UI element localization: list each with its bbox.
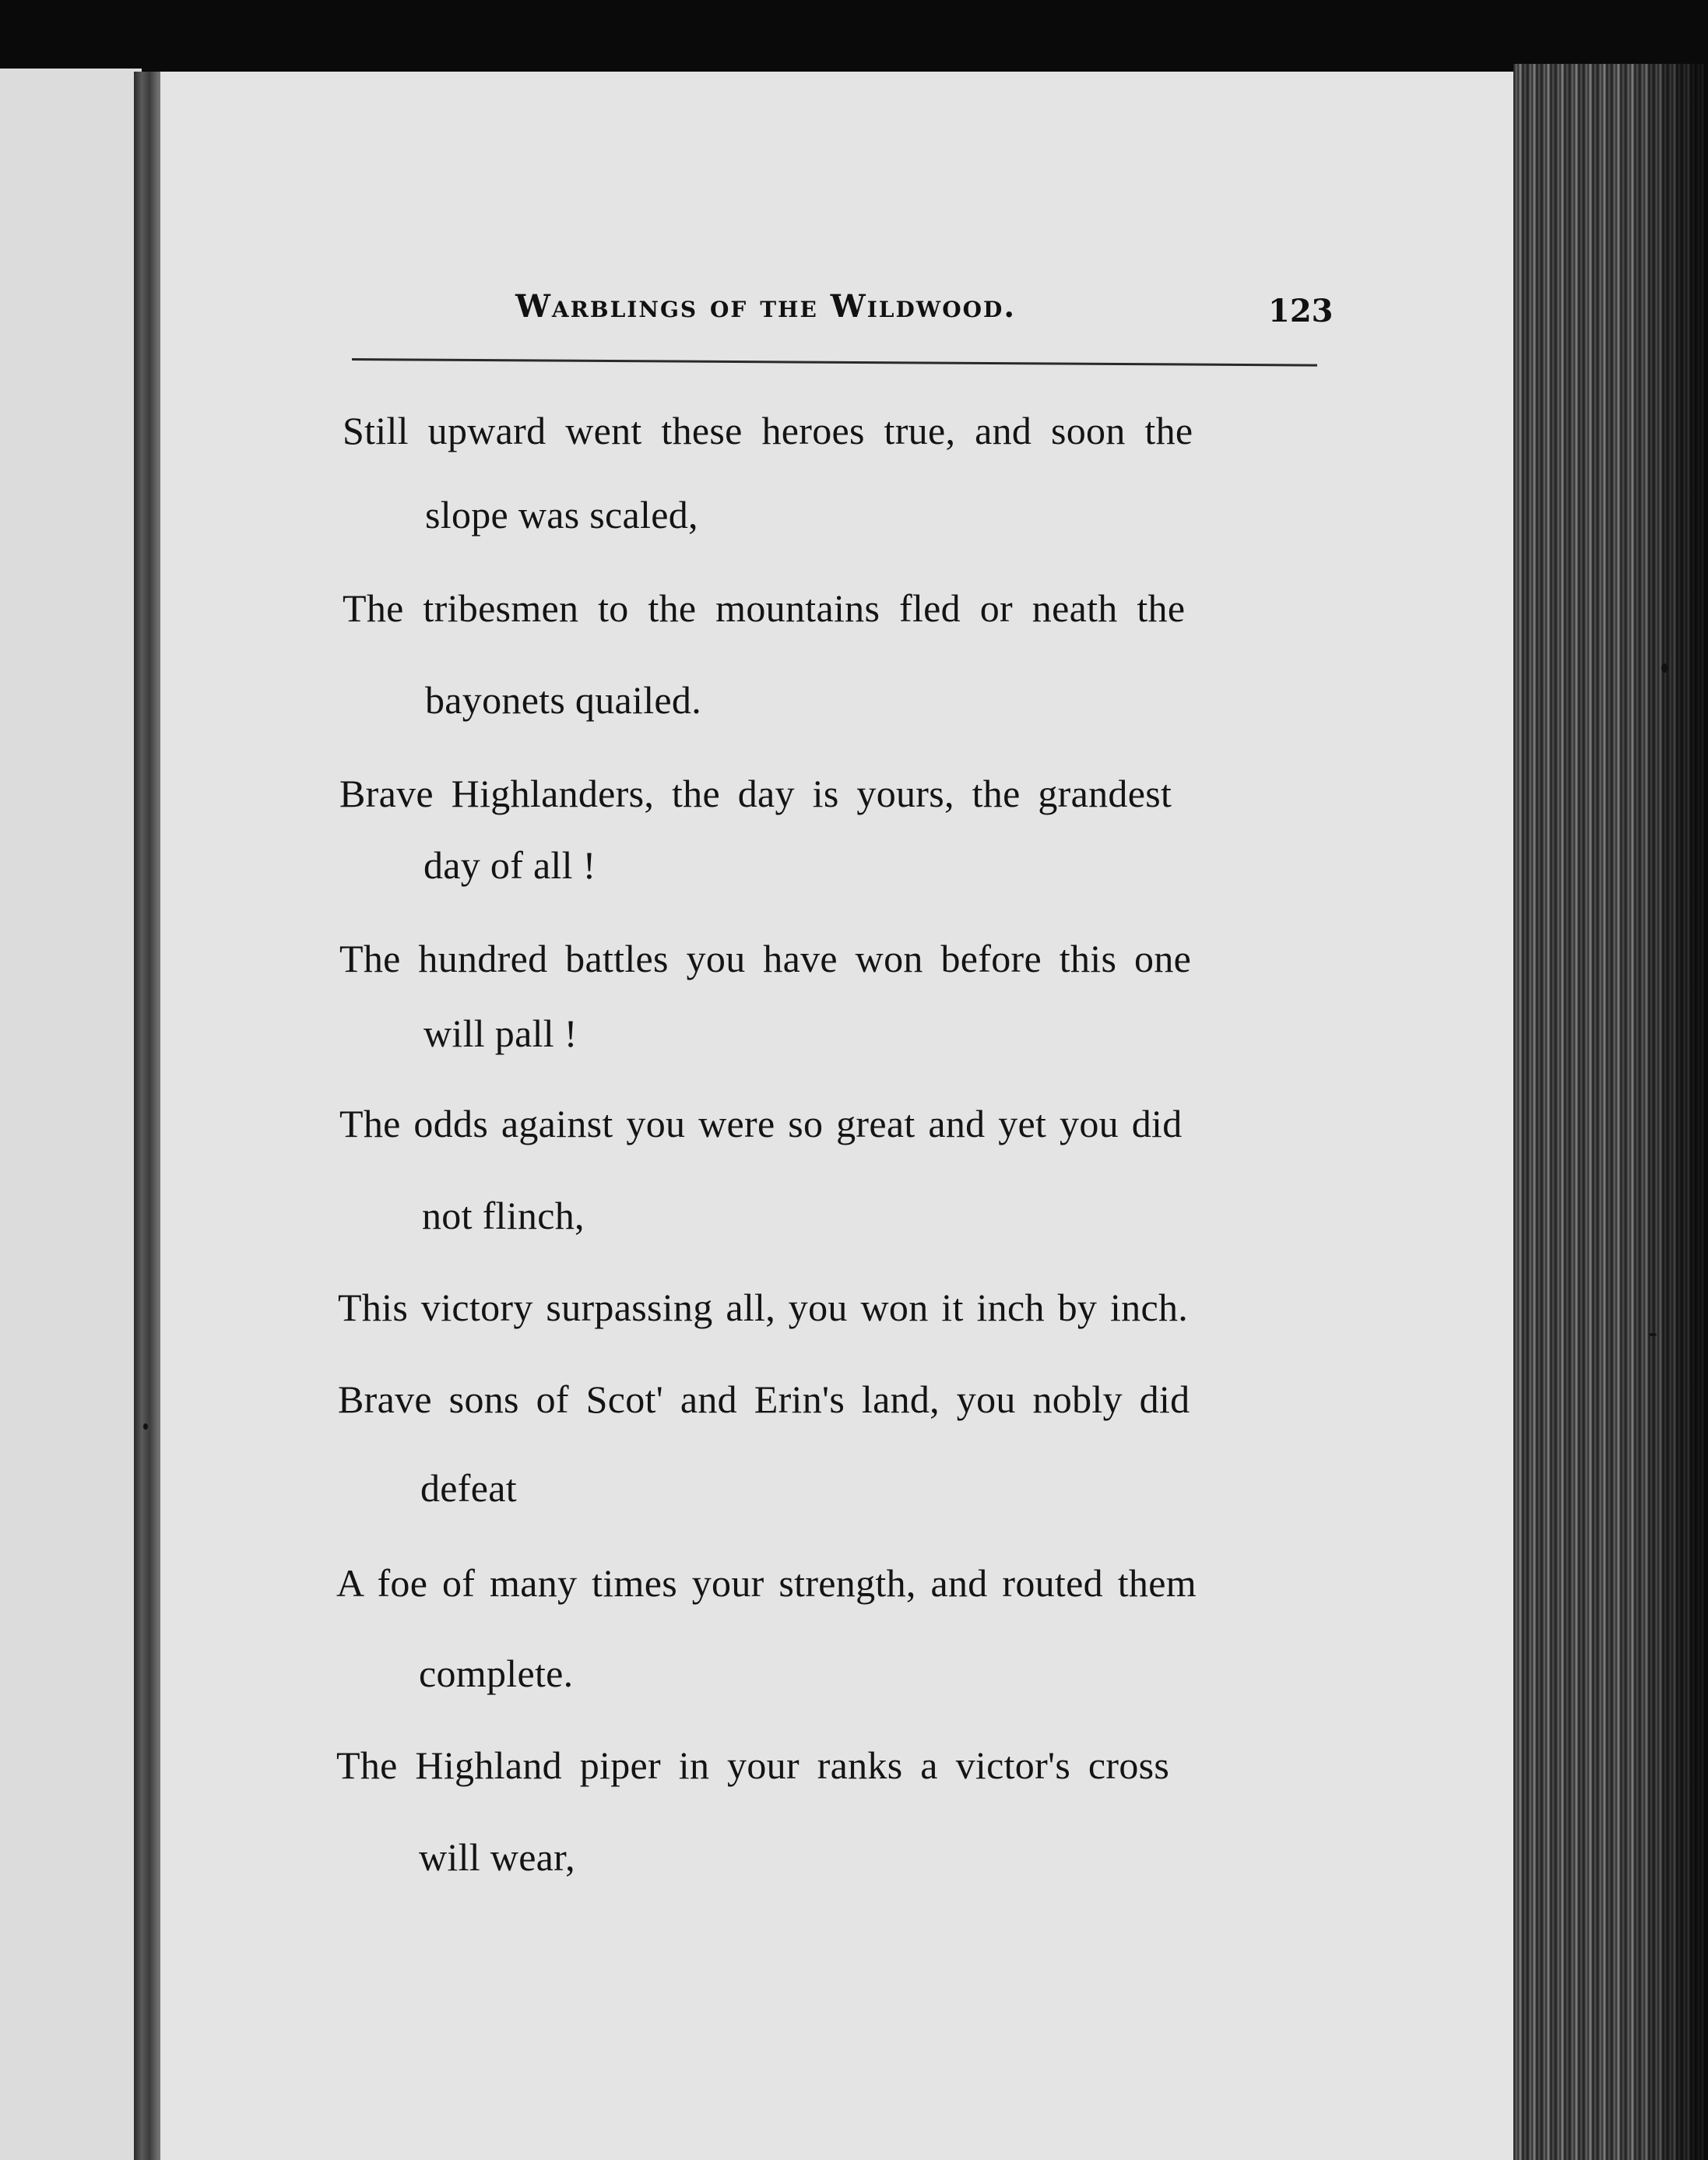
poem-line: The odds against you were so great and yet you did — [339, 1102, 1183, 1145]
poem-line: day of all ! — [423, 843, 596, 887]
poem-line: will pall ! — [423, 1011, 578, 1055]
page-number: 123 — [1268, 293, 1334, 329]
poem-line: The tribesmen to the mountains fled or neath the — [343, 586, 1186, 630]
scan-speck — [1661, 663, 1668, 673]
poem-line: defeat — [420, 1466, 517, 1510]
poem-line: will wear, — [419, 1835, 575, 1879]
poem-line: This victory surpassing all, you won it inch by inch. — [338, 1286, 1189, 1329]
scan-speck — [143, 1423, 148, 1430]
poem-line: A foe of many times your strength, and routed them — [336, 1561, 1197, 1605]
poem-line: bayonets quailed. — [425, 678, 702, 722]
poem-line: slope was scaled, — [425, 493, 698, 536]
poem-line: Brave sons of Scot' and Erin's land, you nobly did — [338, 1377, 1190, 1421]
poem-line: not flinch, — [422, 1194, 585, 1237]
poem-line: Brave Highlanders, the day is yours, the grandest — [339, 772, 1172, 815]
poem-line: Still upward went these heroes true, and soon the — [343, 409, 1193, 452]
poem-line: complete. — [419, 1652, 574, 1695]
poem-line: The hundred battles you have won before this one — [339, 937, 1192, 980]
scan-speck — [1649, 1333, 1657, 1336]
poem-line: The Highland piper in your ranks a victor's cross — [336, 1743, 1170, 1787]
running-title: Warblings of the Wildwood. — [515, 288, 1017, 325]
